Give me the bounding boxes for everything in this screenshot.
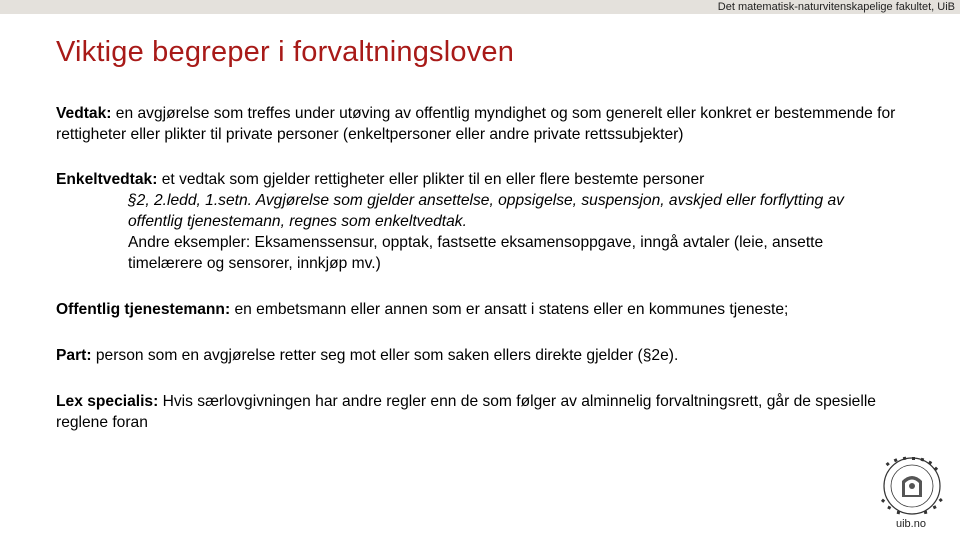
definition-vedtak bbox=[56, 103, 896, 145]
definitions-list bbox=[56, 103, 896, 433]
text-lex-specialis: Hvis særlovgivningen har andre regler enn de som følger av alminnelig forvaltningsrett, går de spesielle reglene foran bbox=[56, 393, 876, 431]
definition-lex-specialis bbox=[56, 391, 896, 433]
university-seal-icon bbox=[872, 455, 952, 517]
term-tjenestemann: Offentlig tjenestemann: bbox=[56, 301, 231, 318]
page-title: Viktige begreper i forvaltningsloven bbox=[56, 36, 515, 68]
enkeltvedtak-examples: Andre eksempler: Eksamenssensur, opptak, fastsette eksamensoppgave, inngå avtaler (leie, ansette timelærere og sensorer, innkjøp mv.) bbox=[128, 234, 824, 272]
text-vedtak: en avgjørelse som treffes under utøving av offentlig myndighet og som generelt eller konkret er bestemmende for rettigheter eller plikter til private personer (enkeltpersoner eller andre private rettssubjekter) bbox=[56, 105, 896, 143]
term-enkeltvedtak: Enkeltvedtak: bbox=[56, 171, 158, 188]
text-enkeltvedtak: et vedtak som gjelder rettigheter eller plikter til en eller flere bestemte personer bbox=[157, 171, 705, 188]
top-bar bbox=[0, 0, 960, 14]
term-vedtak: Vedtak: bbox=[56, 105, 112, 122]
term-part: Part: bbox=[56, 347, 92, 364]
enkeltvedtak-legal-reference: §2, 2.ledd, 1.setn. Avgjørelse som gjelder ansettelse, oppsigelse, suspensjon, avskjed eller forflytting av offentlig tjenestemann, regnes som enkeltvedtak. bbox=[128, 192, 844, 230]
institution-label: Det matematisk-naturvitenskapelige fakultet, UiB bbox=[717, 1, 955, 13]
definition-part bbox=[56, 345, 896, 366]
footer-url: uib.no bbox=[896, 518, 926, 530]
definition-enkeltvedtak bbox=[56, 169, 896, 190]
term-lex-specialis: Lex specialis: bbox=[56, 393, 159, 410]
definition-tjenestemann bbox=[56, 299, 896, 320]
text-tjenestemann: en embetsmann eller annen som er ansatt i statens eller en kommunes tjeneste; bbox=[230, 301, 789, 318]
text-part: person som en avgjørelse retter seg mot eller som saken ellers direkte gjelder (§2e). bbox=[91, 347, 679, 364]
